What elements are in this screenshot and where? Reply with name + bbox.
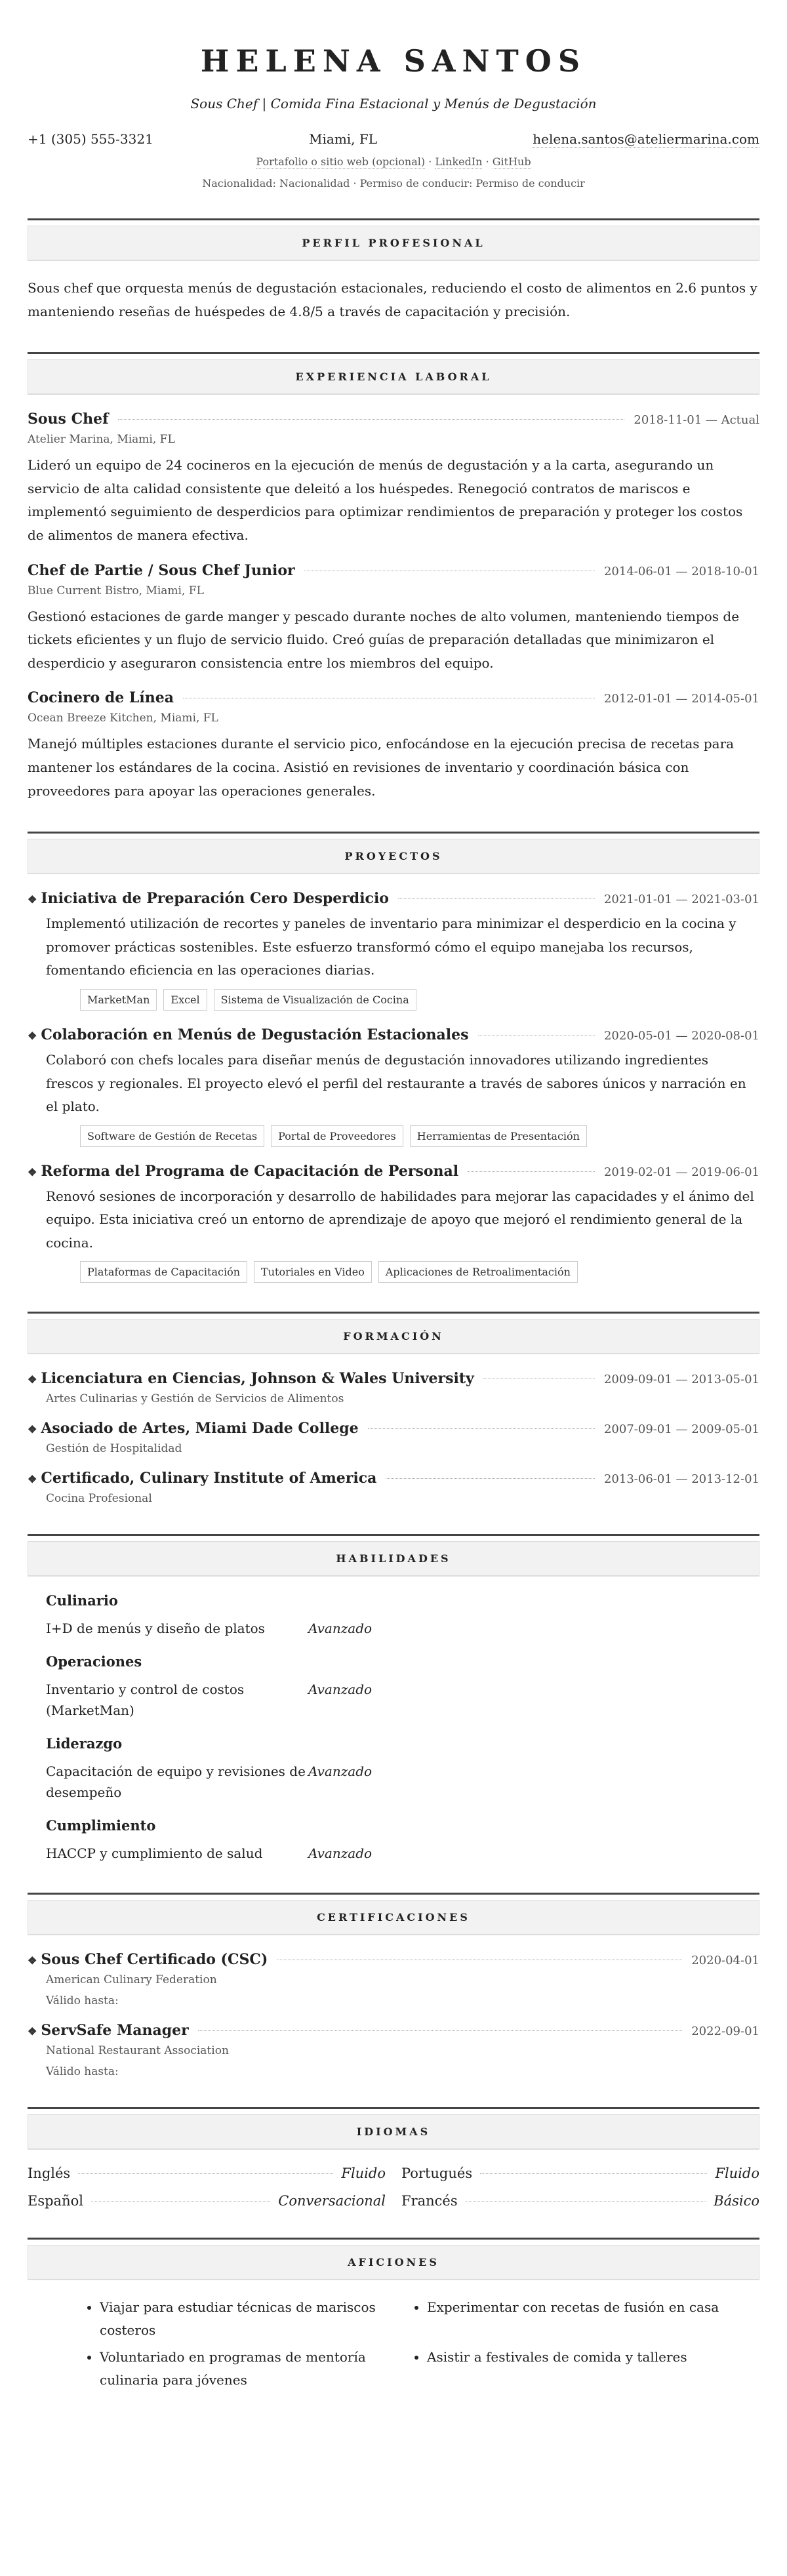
skill-level: Avanzado xyxy=(308,1620,373,1637)
language-level: Fluido xyxy=(715,2165,759,2182)
project-dates: 2021-01-01 — 2021-03-01 xyxy=(603,893,759,907)
certification-validity: Válido hasta: xyxy=(46,2065,119,2079)
project-tags xyxy=(28,1125,759,1147)
language-name: Inglés xyxy=(28,2165,71,2182)
diamond-bullet-icon: ❖ xyxy=(28,1423,37,1436)
section-divider xyxy=(28,352,759,354)
project-description: Colaboró con chefs locales para diseñar menús de degustación innovadores utilizando ingredientes frescos y regionales. El proyecto elevó el perfil del restaurante a través de sabores únicos y narración en el plato. xyxy=(46,1051,746,1115)
experience-entry xyxy=(28,562,759,675)
profile-section xyxy=(28,218,759,323)
hobby-item: • Viajar para estudiar técnicas de mariscos costeros xyxy=(100,2296,406,2342)
education-entry xyxy=(28,1370,759,1405)
language-level: Conversacional xyxy=(278,2193,386,2209)
skill-level: Avanzado xyxy=(308,1845,373,1862)
diamond-bullet-icon: ❖ xyxy=(28,2025,37,2038)
tag: MarketMan xyxy=(80,989,157,1011)
projects-section xyxy=(28,832,759,1283)
project-tags xyxy=(28,1261,759,1283)
language-item xyxy=(28,2165,386,2181)
experience-entry xyxy=(28,411,759,547)
education-entry xyxy=(28,1470,759,1505)
job-title: Sous Chef xyxy=(28,411,109,428)
certification-entry xyxy=(28,1951,759,2007)
certification-entry xyxy=(28,2022,759,2078)
portfolio-link[interactable]: Portafolio o sitio web (opcional) xyxy=(256,155,426,168)
diamond-bullet-icon: ❖ xyxy=(28,1165,37,1178)
field-of-study: Cocina Profesional xyxy=(46,1492,152,1506)
skill-item xyxy=(46,1843,413,1864)
language-level: Fluido xyxy=(341,2165,386,2182)
tag: Sistema de Visualización de Cocina xyxy=(214,989,416,1011)
language-item xyxy=(401,2193,759,2209)
candidate-headline: Sous Chef | Comida Fina Estacional y Menús de Degustación xyxy=(190,96,597,111)
skills-section xyxy=(28,1534,759,1864)
education-dates: 2009-09-01 — 2013-05-01 xyxy=(603,1373,759,1387)
degree-title: Licenciatura en Ciencias, Johnson & Wales University xyxy=(41,1370,474,1388)
certification-title: Sous Chef Certificado (CSC) xyxy=(41,1951,268,1969)
section-heading: EXPERIENCIA LABORAL xyxy=(28,359,759,395)
candidate-name: HELENA SANTOS xyxy=(200,43,587,79)
job-employer: Blue Current Bistro, Miami, FL xyxy=(28,584,204,597)
section-divider xyxy=(28,218,759,220)
personal-details: Nacionalidad: Nacionalidad · Permiso de conducir: Permiso de conducir xyxy=(202,177,585,190)
leader-dots xyxy=(386,1478,595,1479)
skill-category: Culinario xyxy=(46,1592,118,1609)
github-link[interactable]: GitHub xyxy=(492,155,531,168)
field-of-study: Gestión de Hospitalidad xyxy=(46,1442,182,1456)
phone: +1 (305) 555-3321 xyxy=(28,131,153,147)
contact-row xyxy=(28,131,759,148)
certification-issuer: National Restaurant Association xyxy=(46,2044,229,2058)
linkedin-link[interactable]: LinkedIn xyxy=(435,155,483,168)
project-title: Colaboración en Menús de Degustación Estacionales xyxy=(41,1026,469,1043)
skill-item xyxy=(46,1761,413,1803)
project-title: Reforma del Programa de Capacitación de Personal xyxy=(41,1162,459,1180)
job-description: Gestionó estaciones de garde manger y pescado durante noches de alto volumen, manteniendo tiempos de tickets eficientes y un flujo de servicio fluido. Creó guías de preparación detalladas que minimizaron el desperdicio y aseguraron consistencia entre los miembros del equipo. xyxy=(28,608,740,671)
profile-summary: Sous chef que orquesta menús de degustación estacionales, reduciendo el costo de alimentos en 2.6 puntos y manteniendo reseñas de huéspedes de 4.8/5 a través de capacitación y precisión. xyxy=(28,280,757,319)
project-description: Implementó utilización de recortes y paneles de inventario para minimizar el desperdicio en la cocina y promover prácticas sostenibles. Este esfuerzo transformó cómo el equipo manejaba los recursos, fomentando eficiencia en las operaciones diarias. xyxy=(46,916,737,978)
tag: Herramientas de Presentación xyxy=(410,1125,587,1147)
profile-links xyxy=(28,155,759,168)
skill-name: Capacitación de equipo y revisiones de desempeño xyxy=(46,1763,306,1801)
project-dates: 2020-05-01 — 2020-08-01 xyxy=(603,1028,759,1043)
certification-issuer: American Culinary Federation xyxy=(46,1973,217,1987)
certification-validity: Válido hasta: xyxy=(46,1994,119,2008)
job-dates: 2014-06-01 — 2018-10-01 xyxy=(603,564,759,578)
language-name: Francés xyxy=(401,2193,458,2209)
job-description: Manejó múltiples estaciones durante el servicio pico, enfocándose en la ejecución precisa de recetas para mantener los estándares de la cocina. Asistió en revisiones de inventario y coordinación básica con proveedores para apoyar las operaciones generales. xyxy=(28,736,735,799)
field-of-study: Artes Culinarias y Gestión de Servicios de Alimentos xyxy=(46,1392,344,1406)
separator: · xyxy=(425,155,435,168)
project-entry xyxy=(28,1163,759,1283)
skill-category: Operaciones xyxy=(46,1653,142,1670)
job-dates: 2012-01-01 — 2014-05-01 xyxy=(603,692,759,706)
hobby-item: • Voluntariado en programas de mentoría culinaria para jóvenes xyxy=(100,2346,406,2392)
section-heading: PERFIL PROFESIONAL xyxy=(28,226,759,261)
job-description: Lideró un equipo de 24 cocineros en la ejecución de menús de degustación y a la carta, asegurando un servicio de alta calidad consistente que deleitó a los huéspedes. Renegoció contratos de mariscos e implementó seguimiento de desperdicios para optimizar rendimientos de preparación y proteger los costos de alimentos de manera efectiva. xyxy=(28,457,743,543)
tag: Tutoriales en Video xyxy=(254,1261,372,1283)
education-entry xyxy=(28,1420,759,1455)
diamond-bullet-icon: ❖ xyxy=(28,1373,37,1386)
diamond-bullet-icon: ❖ xyxy=(28,1954,37,1967)
leader-dots xyxy=(478,1035,595,1036)
leader-dots xyxy=(466,2201,706,2202)
section-heading: CERTIFICACIONES xyxy=(28,1900,759,1935)
skill-level: Avanzado xyxy=(308,1763,373,1780)
section-divider xyxy=(28,1312,759,1314)
hobby-item: • Experimentar con recetas de fusión en casa xyxy=(427,2296,733,2342)
tag: Software de Gestión de Recetas xyxy=(80,1125,264,1147)
skill-name: HACCP y cumplimiento de salud xyxy=(46,1845,263,1862)
diamond-bullet-icon: ❖ xyxy=(28,1473,37,1486)
project-entry xyxy=(28,890,759,1011)
job-title: Chef de Partie / Sous Chef Junior xyxy=(28,561,295,579)
section-divider xyxy=(28,1534,759,1536)
email-link[interactable]: helena.santos@ateliermarina.com xyxy=(533,131,759,147)
hobby-item: • Asistir a festivales de comida y talleres xyxy=(427,2346,733,2392)
section-heading: PROYECTOS xyxy=(28,839,759,874)
language-level: Básico xyxy=(714,2193,759,2209)
language-name: Portugués xyxy=(401,2165,473,2182)
languages-section xyxy=(28,2107,759,2209)
tag: Plataformas de Capacitación xyxy=(80,1261,247,1283)
skill-category: Liderazgo xyxy=(46,1735,123,1752)
degree-title: Asociado de Artes, Miami Dade College xyxy=(41,1420,359,1438)
leader-dots xyxy=(480,2173,707,2174)
project-dates: 2019-02-01 — 2019-06-01 xyxy=(603,1165,759,1179)
language-item xyxy=(401,2165,759,2181)
separator: · xyxy=(482,155,493,168)
section-divider xyxy=(28,832,759,834)
skill-item xyxy=(46,1679,413,1721)
skill-name: Inventario y control de costos (MarketMan) xyxy=(46,1681,245,1719)
project-tags xyxy=(28,989,759,1011)
experience-section xyxy=(28,352,759,803)
certifications-section xyxy=(28,1893,759,2078)
skill-level: Avanzado xyxy=(308,1681,373,1698)
language-item xyxy=(28,2193,386,2209)
location: Miami, FL xyxy=(309,131,378,147)
project-description: Renovó sesiones de incorporación y desarrollo de habilidades para mejorar las capacidades y el ánimo del equipo. Esta iniciativa creó un entorno de aprendizaje de apoyo que mejoró el rendimiento general de la cocina. xyxy=(46,1188,754,1251)
experience-entry xyxy=(28,689,759,803)
tag: Aplicaciones de Retroalimentación xyxy=(378,1261,578,1283)
section-divider xyxy=(28,1893,759,1895)
degree-title: Certificado, Culinary Institute of America xyxy=(41,1470,377,1487)
skill-name: I+D de menús y diseño de platos xyxy=(46,1620,265,1637)
certification-date: 2022-09-01 xyxy=(691,2024,759,2039)
leader-dots xyxy=(398,898,595,899)
leader-dots xyxy=(78,2173,333,2174)
job-dates: 2018-11-01 — Actual xyxy=(634,413,759,428)
job-employer: Ocean Breeze Kitchen, Miami, FL xyxy=(28,712,218,725)
leader-dots xyxy=(198,2030,683,2031)
project-entry xyxy=(28,1026,759,1147)
languages-grid xyxy=(28,2165,759,2209)
education-dates: 2013-06-01 — 2013-12-01 xyxy=(603,1472,759,1487)
certification-date: 2020-04-01 xyxy=(691,1954,759,1968)
leader-dots xyxy=(118,419,625,420)
job-title: Cocinero de Línea xyxy=(28,689,174,707)
resume-header xyxy=(28,43,759,190)
project-title: Iniciativa de Preparación Cero Desperdicio xyxy=(41,890,389,908)
section-heading: HABILIDADES xyxy=(28,1541,759,1577)
tag: Portal de Proveedores xyxy=(271,1125,403,1147)
language-name: Español xyxy=(28,2193,83,2209)
leader-dots xyxy=(468,1171,595,1172)
job-employer: Atelier Marina, Miami, FL xyxy=(28,433,175,447)
hobbies-list xyxy=(28,2296,759,2396)
education-dates: 2007-09-01 — 2009-05-01 xyxy=(603,1422,759,1437)
section-heading: FORMACIÓN xyxy=(28,1319,759,1354)
section-heading: AFICIONES xyxy=(28,2245,759,2280)
section-divider xyxy=(28,2107,759,2109)
education-section xyxy=(28,1312,759,1505)
diamond-bullet-icon: ❖ xyxy=(28,893,37,906)
tag: Excel xyxy=(163,989,207,1011)
hobbies-section xyxy=(28,2238,759,2396)
section-heading: IDIOMAS xyxy=(28,2114,759,2150)
certification-title: ServSafe Manager xyxy=(41,2022,189,2040)
section-divider xyxy=(28,2238,759,2240)
leader-dots xyxy=(368,1428,595,1429)
skill-category: Cumplimiento xyxy=(46,1817,156,1834)
leader-dots xyxy=(91,2201,270,2202)
skill-item xyxy=(46,1618,413,1639)
diamond-bullet-icon: ❖ xyxy=(28,1029,37,1042)
